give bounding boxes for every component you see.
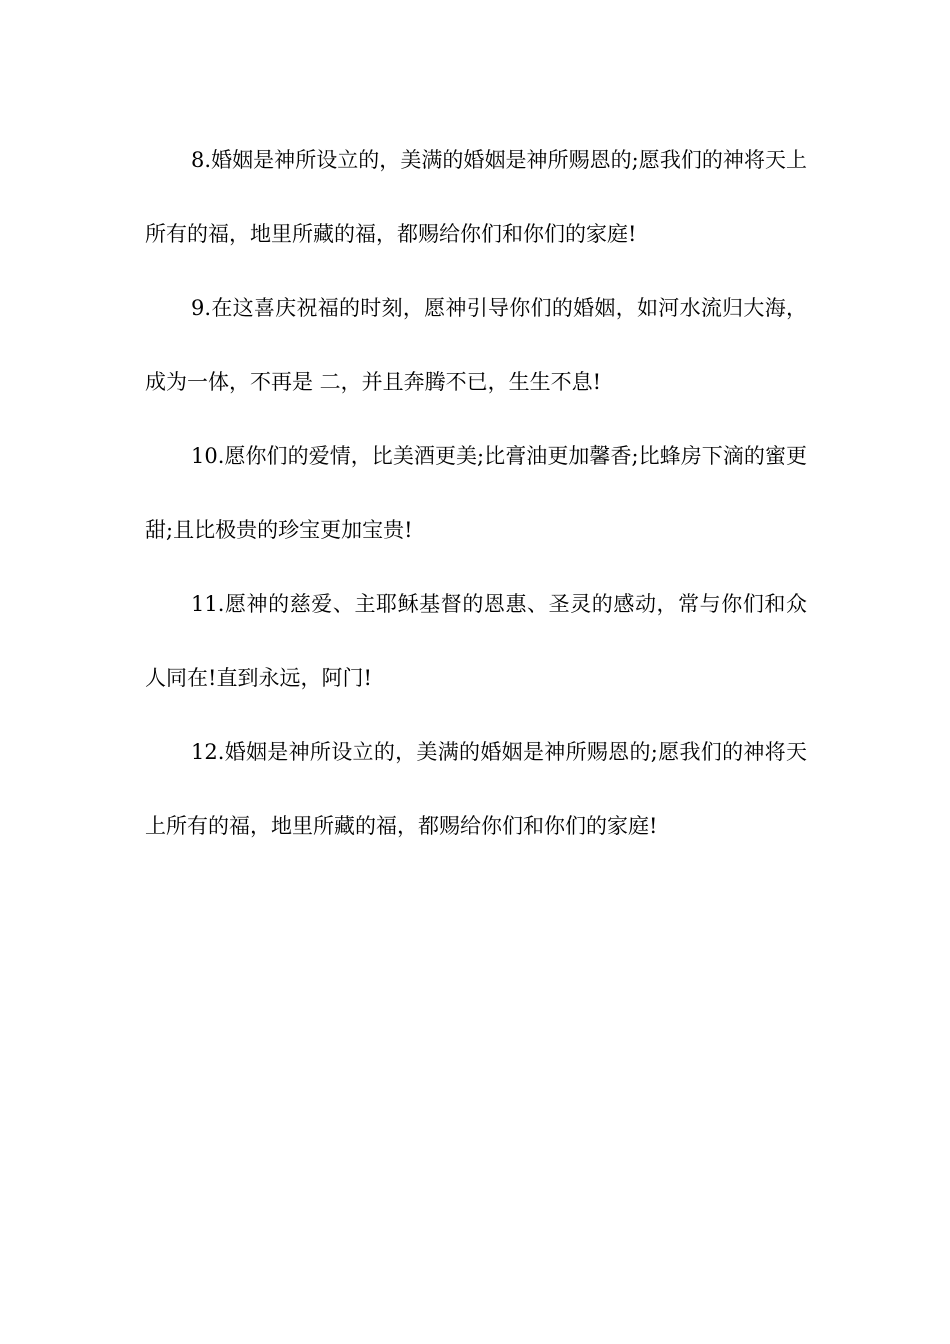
paragraph-12: 12.婚姻是神所设立的，美满的婚姻是神所赐恩的;愿我们的神将天上所有的福，地里所藏的福，都赐给你们和你们的家庭! xyxy=(145,740,807,838)
paragraph-8: 8.婚姻是神所设立的，美满的婚姻是神所赐恩的;愿我们的神将天上所有的福，地里所藏的福，都赐给你们和你们的家庭! xyxy=(145,148,807,246)
paragraph-10: 10.愿你们的爱情，比美酒更美;比膏油更加馨香;比蜂房下滴的蜜更甜;且比极贵的珍宝更加宝贵! xyxy=(145,444,807,542)
paragraph-11: 11.愿神的慈爱、主耶稣基督的恩惠、圣灵的感动，常与你们和众人同在!直到永远，阿门! xyxy=(145,592,807,690)
paragraph-9: 9.在这喜庆祝福的时刻，愿神引导你们的婚姻，如河水流归大海，成为一体，不再是 二，并且奔腾不已，生生不息! xyxy=(145,296,807,394)
document-body xyxy=(145,123,807,863)
